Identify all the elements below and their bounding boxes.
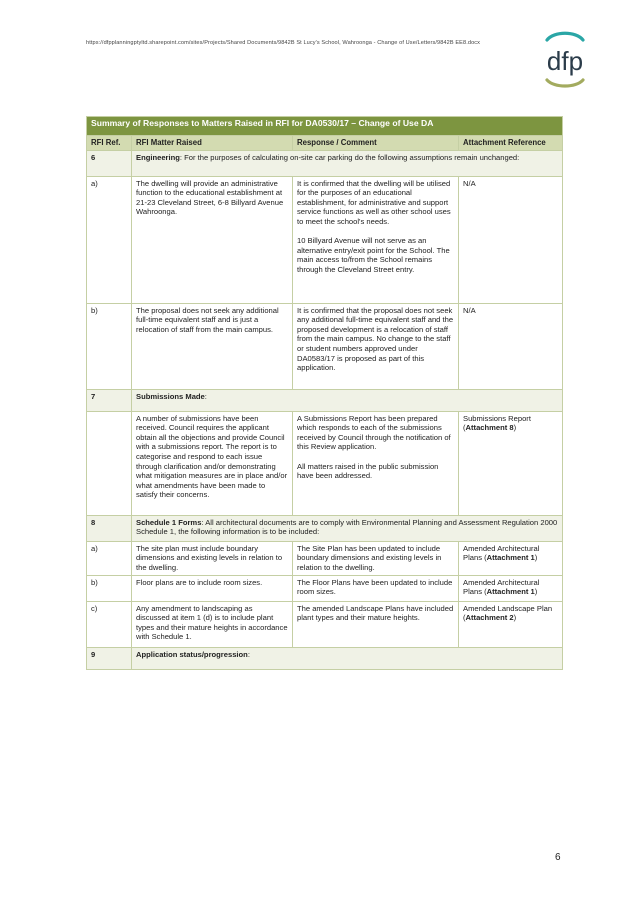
table-row bbox=[87, 303, 563, 389]
rfi-ref: a) bbox=[87, 176, 132, 303]
table-row bbox=[87, 515, 563, 541]
attachment-reference: Amended Architectural Plans (Attachment 1) bbox=[459, 575, 563, 601]
rfi-ref: 8 bbox=[87, 515, 132, 541]
rfi-matter: The site plan must include boundary dimensions and existing levels in relation to the dwelling. bbox=[132, 541, 293, 575]
section-description: : All architectural documents are to comply with Environmental Planning and Assessment Regulation 2000 Schedule 1, the following information is to be included: bbox=[136, 517, 558, 537]
document-url-header: https://dfpplanningptyltd.sharepoint.com/sites/Projects/Shared Documents/9842B St Lucy's School, Wahroonga - Change of Use/Letters/9842B EE8.docx bbox=[86, 40, 481, 46]
table-title: Summary of Responses to Matters Raised in RFI for DA0530/17 – Change of Use DA bbox=[87, 117, 563, 136]
rfi-ref: b) bbox=[87, 303, 132, 389]
attachment-label: Attachment 1 bbox=[486, 553, 535, 563]
table-row bbox=[87, 575, 563, 601]
table-row bbox=[87, 541, 563, 575]
response-comment bbox=[293, 411, 459, 515]
response-comment: The Site Plan has been updated to include boundary dimensions and existing levels in relation to the dwelling. bbox=[293, 541, 459, 575]
column-header-matter: RFI Matter Raised bbox=[132, 136, 293, 151]
column-header-ref: RFI Ref. bbox=[87, 136, 132, 151]
rfi-matter: A number of submissions have been received. Council requires the applicant obtain all the objections and provide Council with a submissions report. The report is to categorise and respond to each issue through clarification and/or demonstrating what mitigation measures are in place and/or what amendments have been made to satisfy their concerns. bbox=[132, 411, 293, 515]
rfi-matter: Floor plans are to include room sizes. bbox=[132, 575, 293, 601]
section-heading: Engineering bbox=[136, 152, 180, 162]
attachment-label: Attachment 2 bbox=[465, 613, 514, 623]
table-row bbox=[87, 411, 563, 515]
section-heading: Submissions Made bbox=[136, 391, 205, 401]
column-header-response: Response / Comment bbox=[293, 136, 459, 151]
attachment-reference: Amended Architectural Plans (Attachment 1) bbox=[459, 541, 563, 575]
section-heading: Schedule 1 Forms bbox=[136, 517, 202, 527]
attachment-reference: N/A bbox=[459, 303, 563, 389]
rfi-ref: c) bbox=[87, 601, 132, 647]
rfi-ref: 6 bbox=[87, 150, 132, 176]
attachment-label: Attachment 1 bbox=[486, 587, 535, 597]
table-row bbox=[87, 389, 563, 411]
response-paragraph: All matters raised in the public submission have been addressed. bbox=[297, 461, 439, 481]
rfi-ref: a) bbox=[87, 541, 132, 575]
response-paragraph: It is confirmed that the dwelling will be utilised for the purposes of an educational establishment, for administrative and support service functions as well as other school uses to meet the school's needs. bbox=[297, 178, 451, 226]
response-paragraph: A Submissions Report has been prepared which responds to each of the submissions received by Council through the notification of this Review application. bbox=[297, 413, 451, 452]
column-header-attachment: Attachment Reference bbox=[459, 136, 563, 151]
rfi-summary-table bbox=[86, 116, 563, 670]
rfi-ref: 7 bbox=[87, 389, 132, 411]
section-text bbox=[132, 515, 563, 541]
rfi-ref: b) bbox=[87, 575, 132, 601]
response-comment: The Floor Plans have been updated to include room sizes. bbox=[293, 575, 459, 601]
table-row bbox=[87, 601, 563, 647]
table-row bbox=[87, 176, 563, 303]
section-text bbox=[132, 150, 563, 176]
section-description: : bbox=[247, 649, 250, 659]
section-heading: Application status/progression bbox=[136, 649, 248, 659]
section-text bbox=[132, 647, 563, 669]
table-header-row bbox=[87, 136, 563, 151]
rfi-ref bbox=[87, 411, 132, 515]
rfi-ref: 9 bbox=[87, 647, 132, 669]
page-number: 6 bbox=[555, 852, 561, 863]
dfp-logo-icon bbox=[540, 28, 590, 90]
section-description: : For the purposes of calculating on-site car parking do the following assumptions remain unchanged: bbox=[179, 152, 520, 162]
rfi-matter: The proposal does not seek any additional full-time equivalent staff and is just a relocation of staff from the main campus. bbox=[132, 303, 293, 389]
attachment-label: Attachment 8 bbox=[465, 423, 514, 433]
rfi-matter: The dwelling will provide an administrative function to the educational establishment at 21-23 Cleveland Street, 6-8 Billyard Avenue Wahroonga. bbox=[132, 176, 293, 303]
response-comment: It is confirmed that the proposal does not seek any additional full-time equivalent staff and the proposed development is a relocation of staff from the main campus. No change to the staff or student numbers approved under DA0583/17 is proposed as part of this application. bbox=[293, 303, 459, 389]
table-row bbox=[87, 647, 563, 669]
attachment-reference: N/A bbox=[459, 176, 563, 303]
attachment-reference: Submissions Report (Attachment 8) bbox=[459, 411, 563, 515]
rfi-matter: Any amendment to landscaping as discussed at item 1 (d) is to include plant types and their mature heights in accordance with Schedule 1. bbox=[132, 601, 293, 647]
dfp-logo bbox=[540, 28, 590, 90]
section-text bbox=[132, 389, 563, 411]
table-title-row bbox=[87, 117, 563, 136]
logo-text: dfp bbox=[546, 46, 584, 76]
table-row bbox=[87, 150, 563, 176]
section-description: : bbox=[204, 391, 207, 401]
response-paragraph: 10 Billyard Avenue will not serve as an alternative entry/exit point for the School. The main access to/from the School remains through the Cleveland Street entry. bbox=[297, 236, 450, 274]
attachment-reference: Amended Landscape Plan (Attachment 2) bbox=[459, 601, 563, 647]
response-comment: The amended Landscape Plans have included plant types and their mature heights. bbox=[293, 601, 459, 647]
response-comment bbox=[293, 176, 459, 303]
